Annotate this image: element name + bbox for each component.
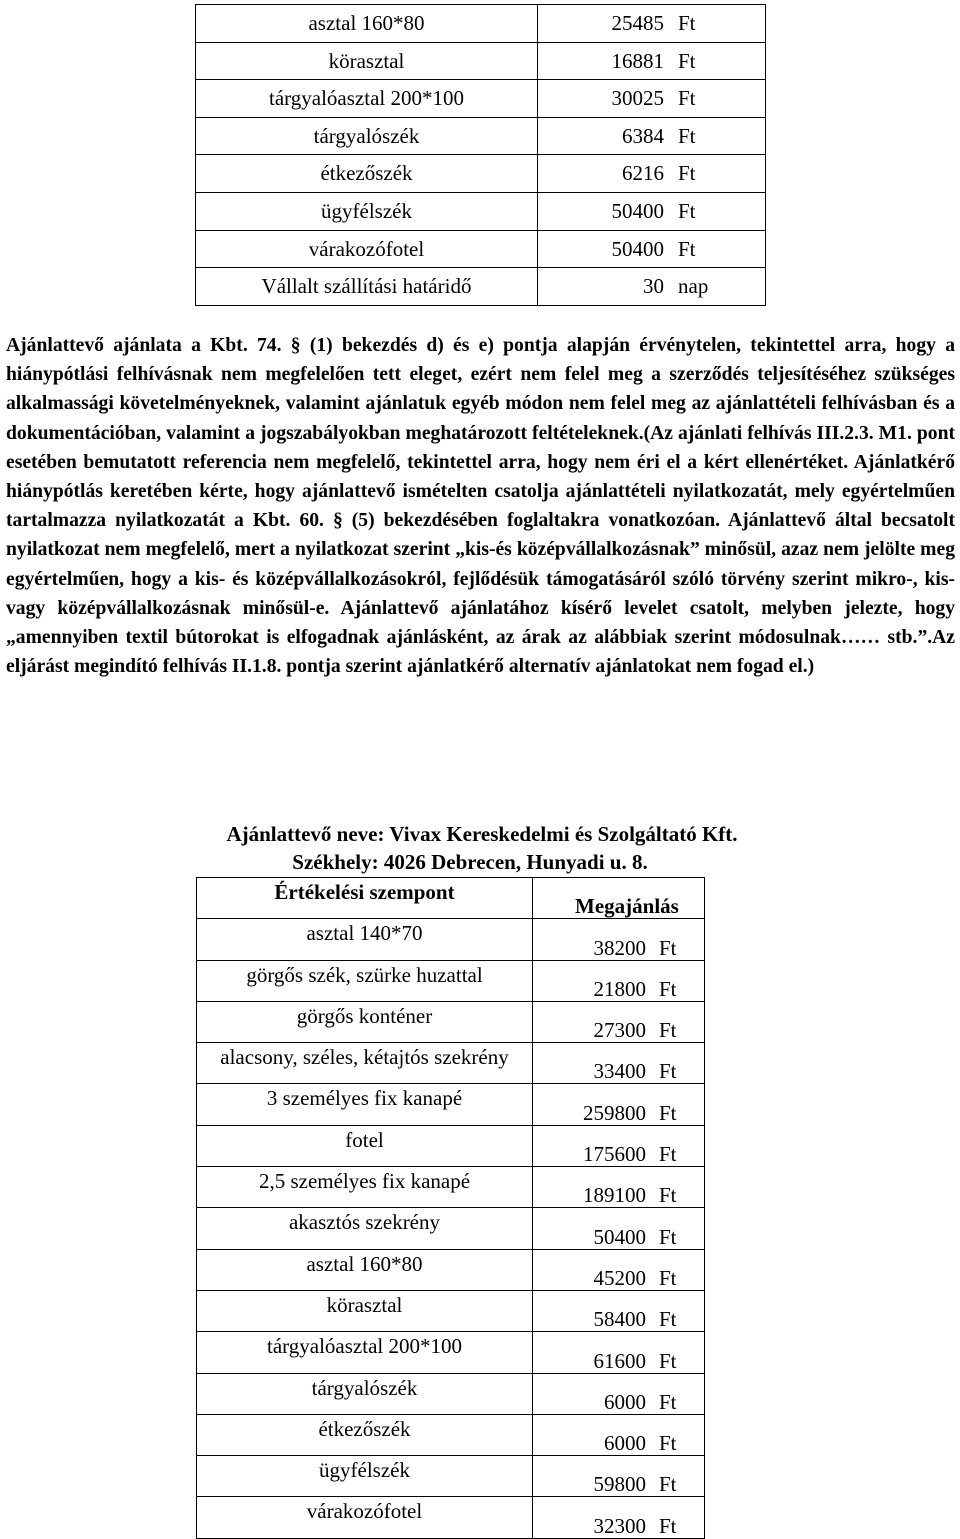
- item-name: 2,5 személyes fix kanapé: [197, 1167, 533, 1208]
- bidder-name: Ajánlattevő neve: Vivax Kereskedelmi és Szolgáltató Kft.: [226, 822, 738, 846]
- table-row: [196, 230, 766, 268]
- item-amount: 32300: [593, 1513, 646, 1538]
- item-amount: 27300: [593, 1018, 646, 1043]
- item-value-cell: [538, 5, 766, 43]
- table-row: [197, 1001, 705, 1042]
- item-unit: Ft: [659, 1513, 677, 1538]
- item-unit: Ft: [659, 1059, 677, 1084]
- item-unit: Ft: [659, 935, 677, 960]
- item-value-cell: [533, 1497, 705, 1538]
- item-amount: 189100: [583, 1183, 646, 1208]
- table-row: [196, 268, 766, 306]
- table-row: [197, 1125, 705, 1166]
- evaluation-table-header-row: [197, 878, 705, 919]
- item-name: asztal 160*80: [197, 1249, 533, 1290]
- item-name: várakozófotel: [196, 230, 538, 268]
- item-value-cell: [533, 919, 705, 960]
- item-value-cell: [533, 1249, 705, 1290]
- item-amount: 259800: [583, 1100, 646, 1125]
- item-name: ügyfélszék: [197, 1456, 533, 1497]
- item-amount: 6216: [622, 161, 664, 186]
- item-amount: 59800: [593, 1472, 646, 1497]
- item-value-cell: [533, 1290, 705, 1331]
- item-value-cell: [533, 960, 705, 1001]
- item-amount: 61600: [593, 1348, 646, 1373]
- table-row: [197, 1373, 705, 1414]
- table-row: [197, 1084, 705, 1125]
- item-unit: Ft: [659, 1183, 677, 1208]
- item-amount: 25485: [611, 11, 664, 35]
- item-value-cell: [538, 230, 766, 268]
- item-name: tárgyalószék: [197, 1373, 533, 1414]
- item-unit: Ft: [678, 86, 696, 111]
- item-name: körasztal: [197, 1290, 533, 1331]
- item-value-cell: [538, 155, 766, 193]
- evaluation-table: [196, 877, 705, 1539]
- item-amount: 6000: [604, 1389, 646, 1414]
- item-unit: Ft: [659, 1431, 677, 1456]
- item-amount: 45200: [593, 1265, 646, 1290]
- item-value-cell: [533, 1125, 705, 1166]
- item-unit: Ft: [678, 161, 696, 186]
- table-row: [196, 42, 766, 80]
- item-unit: Ft: [659, 1224, 677, 1249]
- item-unit: Ft: [659, 1472, 677, 1497]
- item-unit: Ft: [678, 48, 696, 73]
- price-table-top-body: [196, 5, 766, 306]
- item-name: ügyfélszék: [196, 192, 538, 230]
- item-amount: 6384: [622, 123, 664, 148]
- item-name: fotel: [197, 1125, 533, 1166]
- item-amount: 38200: [593, 935, 646, 960]
- item-value-cell: [533, 1414, 705, 1455]
- item-unit: Ft: [659, 1100, 677, 1125]
- item-amount: 30: [643, 274, 664, 299]
- item-value-cell: [533, 1167, 705, 1208]
- table-row: [197, 1332, 705, 1373]
- item-unit: Ft: [659, 1389, 677, 1414]
- item-value-cell: [538, 192, 766, 230]
- table-row: [196, 80, 766, 118]
- evaluation-paragraph: Ajánlattevő ajánlata a Kbt. 74. § (1) bekezdés d) és e) pontja alapján érvénytelen, tekintettel arra, hogy a hiánypótlási felhívásnak nem megfelelően tett eleget, ezért nem felel meg a szerződés teljesítéséhez szükséges alkalmassági követelményeknek, valamint ajánlatuk egyéb módon nem felel meg az ajánlattételi felhívásban és a dokumentációban, valamint a jogszabályokban meghatározott feltételeknek.(Az ajánlati felhívás III.2.3. M1. pont esetében bemutatott referencia nem megfelelő, tekintettel arra, hogy nem éri el a kért ellenértéket. Ajánlatkérő hiánypótlás keretében kérte, hogy ajánlattevő ismételten csatolja ajánlattételi nyilatkozatát, mely egyértelműen tartalmazza nyilatkozatát a Kbt. 60. § (5) bekezdésében foglaltakra vonatkozóan. Ajánlattevő által becsatolt nyilatkozat nem megfelelő, mert a nyilatkozat szerint „kis-és középvállalkozásnak” minősül, azaz nem jelölte meg egyértelműen, hogy a kis- és középvállalkozásokról, fejlődésük támogatásáról szóló törvény szerint mikro-, kis- vagy középvállalkozásnak minősül-e. Ajánlattevő ajánlatához kísérő levelet csatolt, melyben jelezte, hogy „amennyiben textil bútorokat is elfogadnak ajánlásként, az árak az alábbiak szerint módosulnak…… stb.”.Az eljárást megindító felhívás II.1.8. pontja szerint ajánlatkérő alternatív ajánlatokat nem fogad el.): [6, 335, 955, 678]
- table-row: [197, 1456, 705, 1497]
- table-row: [196, 117, 766, 155]
- item-name: tárgyalóasztal 200*100: [196, 80, 538, 118]
- item-unit: Ft: [659, 1348, 677, 1373]
- table-row: [197, 1208, 705, 1249]
- header-offer: Megajánlás: [533, 878, 705, 919]
- evaluation-table-body: [197, 878, 705, 1539]
- item-name: várakozófotel: [197, 1497, 533, 1538]
- item-value-cell: [533, 1084, 705, 1125]
- item-name: asztal 160*80: [196, 5, 538, 43]
- item-name: Vállalt szállítási határidő: [196, 268, 538, 306]
- price-table-top: [195, 4, 766, 306]
- table-row: [196, 5, 766, 43]
- item-name: étkezőszék: [196, 155, 538, 193]
- item-unit: Ft: [659, 1142, 677, 1167]
- item-unit: Ft: [678, 11, 696, 35]
- item-amount: 58400: [593, 1307, 646, 1332]
- item-name: görgős szék, szürke huzattal: [197, 960, 533, 1001]
- item-value-cell: [533, 1001, 705, 1042]
- table-row: [197, 1043, 705, 1084]
- item-value-cell: [538, 268, 766, 306]
- item-name: akasztós szekrény: [197, 1208, 533, 1249]
- header-criterion: Értékelési szempont: [197, 878, 533, 919]
- table-row: [196, 192, 766, 230]
- item-name: 3 személyes fix kanapé: [197, 1084, 533, 1125]
- item-unit: Ft: [678, 236, 696, 261]
- item-unit: Ft: [659, 976, 677, 1001]
- table-row: [197, 1414, 705, 1455]
- table-row: [197, 919, 705, 960]
- item-unit: Ft: [659, 1265, 677, 1290]
- item-amount: 50400: [593, 1224, 646, 1249]
- item-value-cell: [538, 80, 766, 118]
- item-unit: Ft: [678, 198, 696, 223]
- bidder-seat: Székhely: 4026 Debrecen, Hunyadi u. 8.: [292, 850, 648, 874]
- table-row: [197, 1167, 705, 1208]
- item-name: étkezőszék: [197, 1414, 533, 1455]
- item-name: tárgyalóasztal 200*100: [197, 1332, 533, 1373]
- item-name: görgős konténer: [197, 1001, 533, 1042]
- item-amount: 21800: [593, 976, 646, 1001]
- item-value-cell: [538, 42, 766, 80]
- item-amount: 50400: [611, 198, 664, 223]
- item-amount: 175600: [583, 1142, 646, 1167]
- item-name: körasztal: [196, 42, 538, 80]
- item-value-cell: [533, 1373, 705, 1414]
- table-row: [197, 1249, 705, 1290]
- item-name: asztal 140*70: [197, 919, 533, 960]
- item-name: alacsony, széles, kétajtós szekrény: [197, 1043, 533, 1084]
- table-row: [197, 1497, 705, 1538]
- table-row: [196, 155, 766, 193]
- item-value-cell: [533, 1456, 705, 1497]
- item-name: tárgyalószék: [196, 117, 538, 155]
- item-value-cell: [533, 1208, 705, 1249]
- item-amount: 50400: [611, 236, 664, 261]
- item-value-cell: [533, 1043, 705, 1084]
- item-amount: 6000: [604, 1431, 646, 1456]
- item-amount: 30025: [611, 86, 664, 111]
- item-unit: nap: [678, 274, 709, 299]
- item-amount: 33400: [593, 1059, 646, 1084]
- item-value-cell: [533, 1332, 705, 1373]
- item-amount: 16881: [611, 48, 664, 73]
- table-row: [197, 960, 705, 1001]
- item-unit: Ft: [659, 1307, 677, 1332]
- item-unit: Ft: [678, 123, 696, 148]
- item-unit: Ft: [659, 1018, 677, 1043]
- table-row: [197, 1290, 705, 1331]
- item-value-cell: [538, 117, 766, 155]
